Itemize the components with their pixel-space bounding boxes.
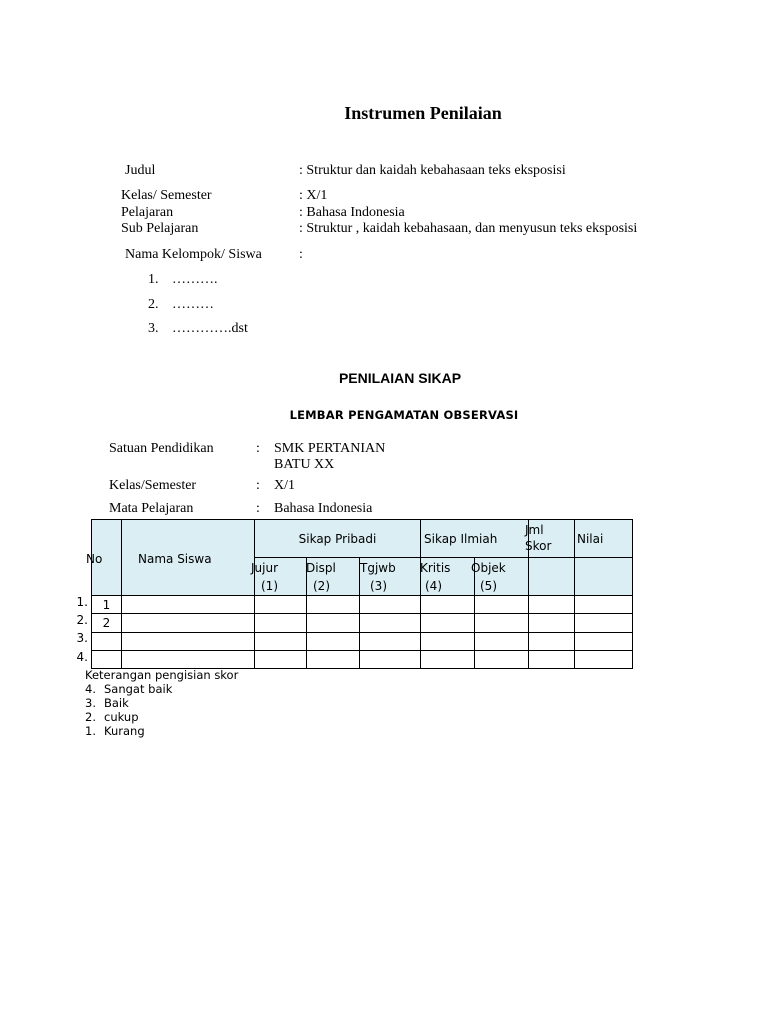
mata-pelajaran-label: Mata Pelajaran <box>109 501 194 516</box>
table-cell[interactable] <box>529 596 575 614</box>
kelas-semester-value: X/1 <box>274 478 295 493</box>
header-sikap-pribadi: Sikap Pribadi <box>255 520 421 558</box>
table-cell[interactable] <box>360 596 421 614</box>
row-number <box>92 651 122 669</box>
keterangan-item-number: 1. <box>85 724 96 738</box>
nama-kelompok-colon: : <box>299 247 303 262</box>
list-item-text: ………. <box>172 272 218 287</box>
table-row <box>92 596 633 614</box>
keterangan-item-number: 2. <box>85 710 96 724</box>
header-tgjwb: Tgjwb (3) <box>360 558 421 596</box>
table-row <box>92 614 633 633</box>
table-cell[interactable] <box>575 651 633 669</box>
table-cell[interactable] <box>255 651 307 669</box>
list-item-number: 3. <box>148 321 159 336</box>
keterangan-item-text: Kurang <box>104 724 145 738</box>
section-title: PENILAIAN SIKAP <box>338 370 462 386</box>
table-cell[interactable] <box>360 614 421 633</box>
mata-pelajaran-value: Bahasa Indonesia <box>274 501 373 516</box>
table-cell[interactable] <box>421 633 475 651</box>
table-cell[interactable] <box>122 651 255 669</box>
sub-pelajaran-value: : Struktur , kaidah kebahasaan, dan menyusun teks eksposisi <box>299 221 638 236</box>
table-cell[interactable] <box>421 596 475 614</box>
keterangan-item-number: 3. <box>85 696 96 710</box>
satuan-colon: : <box>256 441 260 456</box>
keterangan-item-text: cukup <box>104 710 139 724</box>
table-cell[interactable] <box>307 596 360 614</box>
satuan-label: Satuan Pendidikan <box>109 441 214 456</box>
table-cell[interactable] <box>421 614 475 633</box>
table-cell[interactable] <box>529 614 575 633</box>
table-cell[interactable] <box>122 614 255 633</box>
table-cell[interactable] <box>529 633 575 651</box>
table-cell[interactable] <box>575 596 633 614</box>
table-cell[interactable] <box>255 614 307 633</box>
row-outer-number: 2. <box>76 613 88 627</box>
header-jml-skor: Jml Skor <box>529 520 575 558</box>
satuan-value-line2: BATU XX <box>274 457 335 472</box>
header-jml-skor-sub <box>529 558 575 596</box>
observation-table <box>86 519 633 669</box>
table-cell[interactable] <box>122 633 255 651</box>
table-cell[interactable] <box>421 651 475 669</box>
header-nilai-sub <box>575 558 633 596</box>
row-number: 2 <box>92 614 122 633</box>
table-cell[interactable] <box>255 633 307 651</box>
keterangan-item-text: Sangat baik <box>104 682 173 696</box>
list-item-number: 1. <box>148 272 159 287</box>
mata-pelajaran-colon: : <box>256 501 260 516</box>
table-cell[interactable] <box>122 596 255 614</box>
header-objek: Objek (5) <box>475 558 529 596</box>
pelajaran-value: : Bahasa Indonesia <box>299 205 405 220</box>
keterangan-item-text: Baik <box>104 696 129 710</box>
kelas-semester-label: Kelas/Semester <box>109 478 197 493</box>
satuan-value-line1: SMK PERTANIAN <box>274 441 386 456</box>
kelas-semester-colon: : <box>256 478 260 493</box>
page-title: Instrumen Penilaian <box>344 103 502 123</box>
kelas-label: Kelas/ Semester <box>121 188 212 203</box>
list-item-text: ……… <box>172 297 214 312</box>
header-nama-siswa: Nama Siswa <box>122 520 255 596</box>
table-cell[interactable] <box>475 614 529 633</box>
table-cell[interactable] <box>475 633 529 651</box>
row-number: 1 <box>92 596 122 614</box>
header-kritis: Kritis (4) <box>421 558 475 596</box>
sub-pelajaran-label: Sub Pelajaran <box>121 221 199 236</box>
header-sikap-ilmiah: Sikap Ilmiah <box>421 520 529 558</box>
header-jujur: Jujur (1) <box>255 558 307 596</box>
nama-kelompok-label: Nama Kelompok/ Siswa <box>125 247 262 262</box>
table-cell[interactable] <box>475 651 529 669</box>
table-cell[interactable] <box>360 651 421 669</box>
table-cell[interactable] <box>307 651 360 669</box>
list-item-text: ………….dst <box>172 321 248 336</box>
table-cell[interactable] <box>575 633 633 651</box>
pelajaran-label: Pelajaran <box>121 205 174 220</box>
sheet-title: LEMBAR PENGAMATAN OBSERVASI <box>289 408 519 422</box>
table-row <box>92 651 633 669</box>
header-nilai: Nilai <box>575 520 633 558</box>
keterangan-item-number: 4. <box>85 682 96 696</box>
judul-value: : Struktur dan kaidah kebahasaan teks eksposisi <box>299 163 566 178</box>
kelas-value: : X/1 <box>299 188 328 203</box>
table-row <box>92 633 633 651</box>
row-outer-number: 3. <box>76 631 88 645</box>
list-item-number: 2. <box>148 297 159 312</box>
table-cell[interactable] <box>360 633 421 651</box>
table-cell[interactable] <box>307 614 360 633</box>
table-cell[interactable] <box>307 633 360 651</box>
row-outer-number: 4. <box>76 650 88 664</box>
judul-label: Judul <box>125 163 156 178</box>
keterangan-title: Keterangan pengisian skor <box>85 668 239 682</box>
table-cell[interactable] <box>475 596 529 614</box>
row-number <box>92 633 122 651</box>
header-no: No <box>92 520 122 596</box>
table-cell[interactable] <box>575 614 633 633</box>
table-cell[interactable] <box>255 596 307 614</box>
table-cell[interactable] <box>529 651 575 669</box>
row-outer-number: 1. <box>76 595 88 609</box>
header-displ: Displ (2) <box>307 558 360 596</box>
